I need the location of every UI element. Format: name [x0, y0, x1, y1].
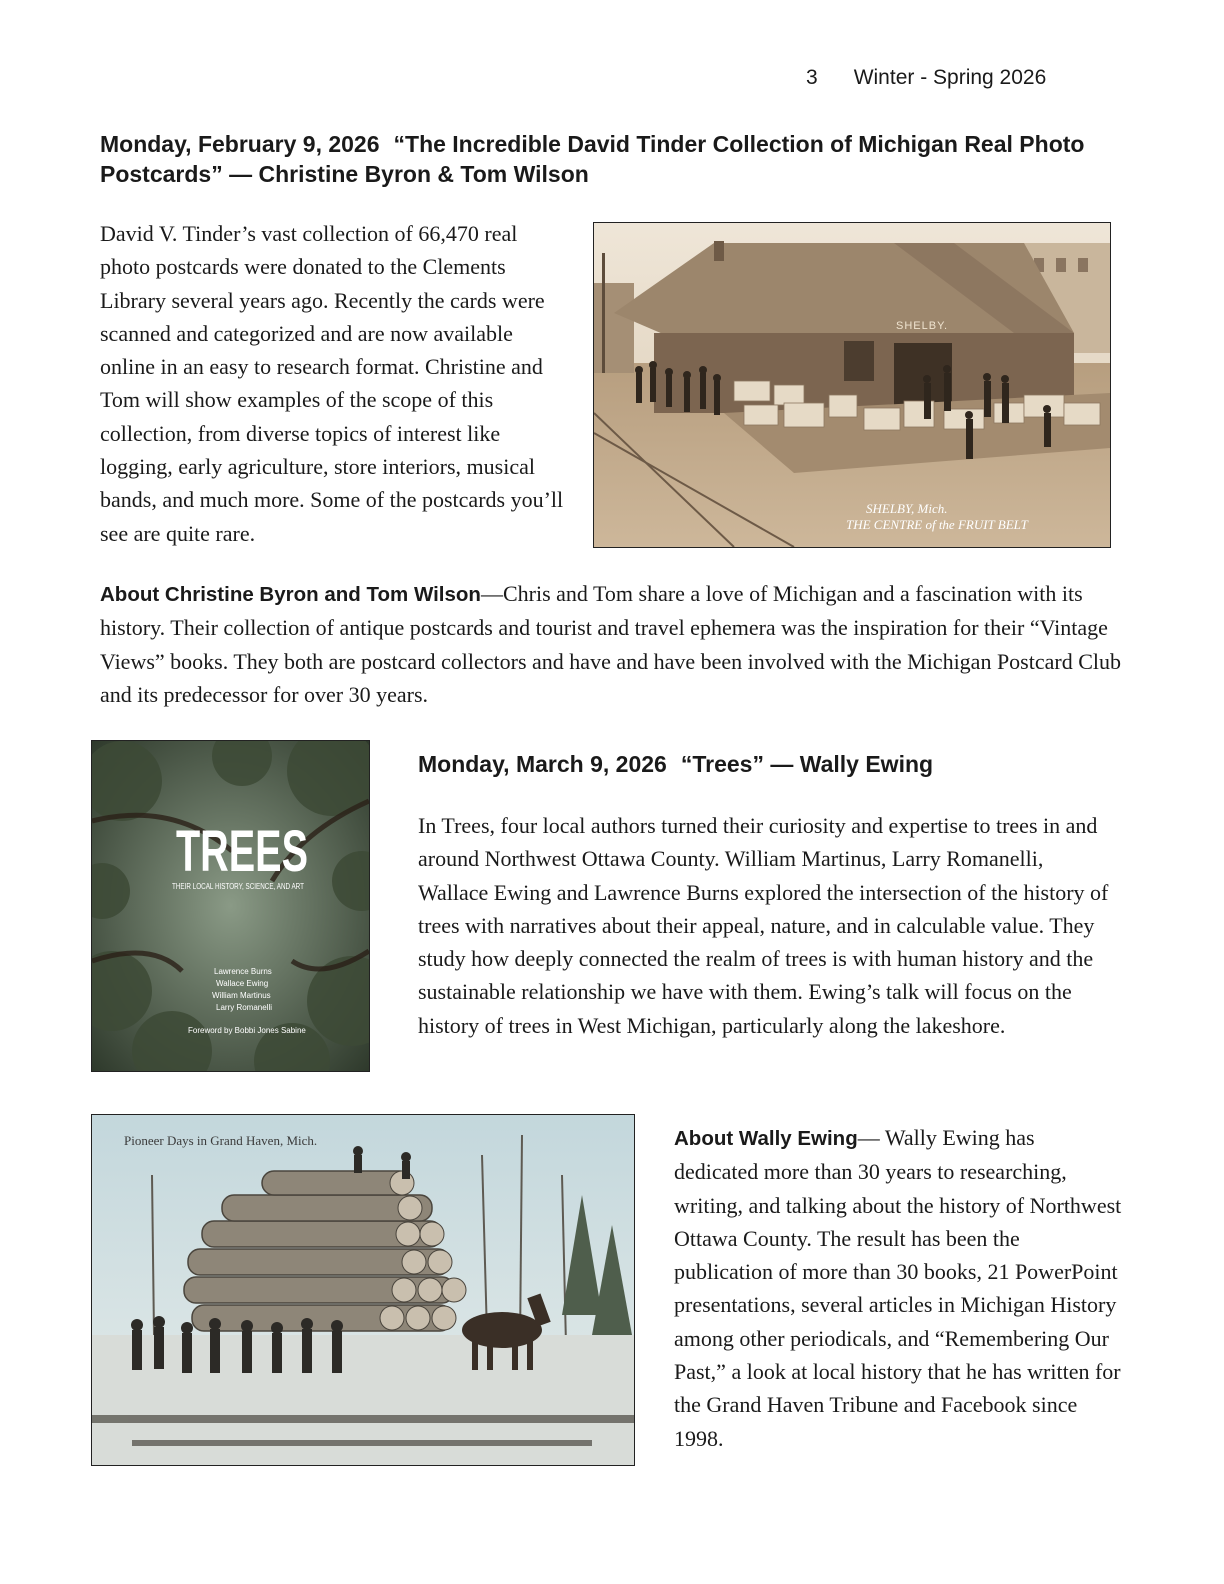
shelby-depot-photo [593, 222, 1111, 548]
event1-about-text: —Chris and Tom share a love of Michigan and a fascination with its history. Their collection of antique postcards and tourist and travel ephemera was the inspiration for their “Vintage Views” books. They both are postcard collectors and have and have been involved with the Michigan Postcard Club and its predecessor for over 30 years. [100, 581, 1122, 707]
book-author-1: Lawrence Burns [214, 967, 272, 976]
event2-about-label: About Wally Ewing [674, 1127, 858, 1150]
event1-description: David V. Tinder’s vast collection of 66,470 real photo postcards were donated to the Clements Library several years ago. Recently the cards were scanned and categorized and are now available online in an easy to research format. Christine and Tom will show examples of the scope of this collection, from diverse topics of interest like logging, early agriculture, store interiors, musical bands, and much more. Some of the postcards you’ll see are quite rare. [100, 221, 564, 546]
pioneer-caption: Pioneer Days in Grand Haven, Mich. [124, 1133, 318, 1148]
book-author-3: William Martinus [212, 991, 271, 1000]
event2-about-text: — Wally Ewing has dedicated more than 30 years to researching, writing, and talking about the history of Northwest Ottawa County. The result has been the publication of more than 30 books, 21 PowerPoint presentations, several articles in Michigan History among other periodicals, and “Remembering Our Past,” a look at local history that he has written for the Grand Haven Tribune and Facebook since 1998. [674, 1125, 1122, 1451]
page-header [806, 66, 1046, 90]
event2-date: Monday, March 9, 2026 [418, 751, 667, 777]
shelby-caption-line1: SHELBY, Mich. [866, 501, 948, 516]
issue-label: Winter - Spring 2026 [853, 66, 1047, 89]
event1-about-label: About Christine Byron and Tom Wilson [100, 583, 481, 606]
event1-about [100, 577, 1130, 711]
event1-heading [100, 129, 1120, 189]
book-title: TREES [176, 819, 308, 884]
page-number: 3 [806, 66, 818, 89]
pioneer-days-photo [91, 1114, 635, 1466]
shelby-caption-line2: THE CENTRE of the FRUIT BELT [846, 517, 1028, 532]
event1-title: “The Incredible David Tinder Collection of Michigan Real Photo Postcards” — Christine Byron & Tom Wilson [100, 131, 1085, 187]
event2-about [674, 1121, 1122, 1455]
event2-heading [418, 749, 1118, 779]
book-author-4: Larry Romanelli [216, 1003, 273, 1012]
book-foreword: Foreword by Bobbi Jones Sabine [188, 1026, 306, 1035]
shelby-sign-text: SHELBY. [896, 320, 949, 332]
event2-description: In Trees, four local authors turned their curiosity and expertise to trees in and around Northwest Ottawa County. William Martinus, Larry Romanelli, Wallace Ewing and Lawrence Burns explored the intersection of the history of trees with narratives about their appeal, nature, and in calculable value. They study how deeply connected the realm of trees is with human history and the sustainable relationship we have with them. Ewing’s talk will focus on the history of trees in West Michigan, particularly along the lakeshore. [418, 813, 1109, 1038]
event1-date: Monday, February 9, 2026 [100, 131, 380, 157]
book-author-2: Wallace Ewing [216, 979, 269, 988]
book-subtitle: THEIR LOCAL HISTORY, SCIENCE, AND ART [172, 882, 305, 891]
trees-book-cover [91, 740, 370, 1072]
event2-title: “Trees” — Wally Ewing [680, 751, 934, 777]
